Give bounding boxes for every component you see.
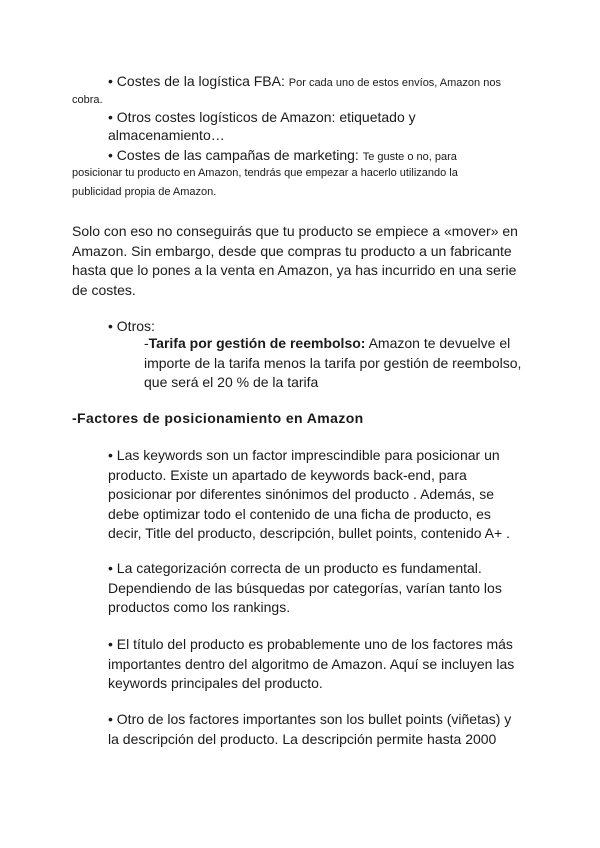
factor-line: posicionar por diferentes sinónimos del producto . Además, se bbox=[108, 486, 494, 502]
refund-fee-label: Tarifa por gestión de reembolso: bbox=[148, 335, 366, 351]
refund-fee-prefix: - bbox=[144, 335, 149, 351]
intro-line: hasta que lo pones a la venta en Amazon, ya has incurrido en una serie bbox=[72, 262, 517, 278]
factor-bullet-points bbox=[108, 710, 511, 749]
refund-fee-block bbox=[144, 334, 521, 393]
refund-fee-text: Amazon te devuelve el bbox=[365, 335, 511, 351]
factor-line: keywords principales del producto. bbox=[108, 675, 323, 691]
refund-fee-line bbox=[144, 334, 521, 354]
bullet-marketing-label: • Costes de las campañas de marketing: bbox=[108, 147, 363, 163]
bullet-fba-label: • Costes de la logística FBA: bbox=[108, 73, 289, 89]
factor-line: importantes dentro del algoritmo de Amazon. Aquí se incluyen las bbox=[108, 655, 515, 672]
factor-line: producto. Existe un apartado de keywords back-end, para bbox=[108, 466, 467, 483]
intro-paragraph bbox=[72, 222, 518, 300]
bullet-marketing-detail: Te guste o no, para bbox=[362, 151, 457, 163]
factor-line: Dependiendo de las búsquedas por categorías, varían tanto los bbox=[108, 579, 502, 596]
factor-line: la descripción del producto. La descripción permite hasta 2000 bbox=[108, 730, 497, 747]
bullet-fba-costs bbox=[108, 71, 501, 93]
refund-fee-line: importe de la tarifa menos la tarifa por gestión de reembolso, bbox=[144, 354, 522, 371]
bullet-otros: • Otros: bbox=[108, 318, 155, 334]
factor-line: • Las keywords son un factor imprescindible para posicionar un bbox=[108, 447, 500, 463]
factor-line: debe optimizar todo el contenido de una ficha de producto, es bbox=[108, 505, 491, 522]
factor-keywords bbox=[108, 446, 510, 544]
bullet-marketing-detail-2: posicionar tu producto en Amazon, tendrás que empezar a hacerlo utilizando la bbox=[72, 167, 458, 179]
bullet-fba-detail-cont: cobra. bbox=[72, 94, 103, 106]
factor-line: • Otro de los factores importantes son los bullet points (viñetas) y bbox=[108, 711, 512, 727]
factor-line: productos como los rankings. bbox=[108, 599, 291, 615]
bullet-other-logistics-cont: almacenamiento… bbox=[108, 127, 225, 143]
bullet-fba-detail: Por cada uno de estos envíos, Amazon nos bbox=[288, 77, 501, 89]
factor-line: decir, Title del producto, descripción, bullet points, contenido A+ . bbox=[108, 525, 510, 541]
bullet-other-logistics: • Otros costes logísticos de Amazon: etiquetado y bbox=[108, 109, 416, 125]
section-heading: -Factores de posicionamiento en Amazon bbox=[72, 410, 364, 426]
bullet-marketing-detail-3: publicidad propia de Amazon. bbox=[72, 186, 217, 198]
factor-title bbox=[108, 635, 514, 694]
refund-fee-line: que será el 20 % de la tarifa bbox=[144, 374, 319, 390]
factor-categorization bbox=[108, 559, 502, 618]
intro-line: Amazon. Sin embargo, desde que compras tu producto a un fabricante bbox=[72, 242, 512, 259]
factor-line: • El título del producto es probablemente uno de los factores más bbox=[108, 636, 513, 652]
factor-line: • La categorización correcta de un producto es fundamental. bbox=[108, 560, 482, 576]
intro-line: de costes. bbox=[72, 281, 136, 298]
intro-line: Solo con eso no conseguirás que tu producto se empiece a «mover» en bbox=[72, 223, 518, 239]
